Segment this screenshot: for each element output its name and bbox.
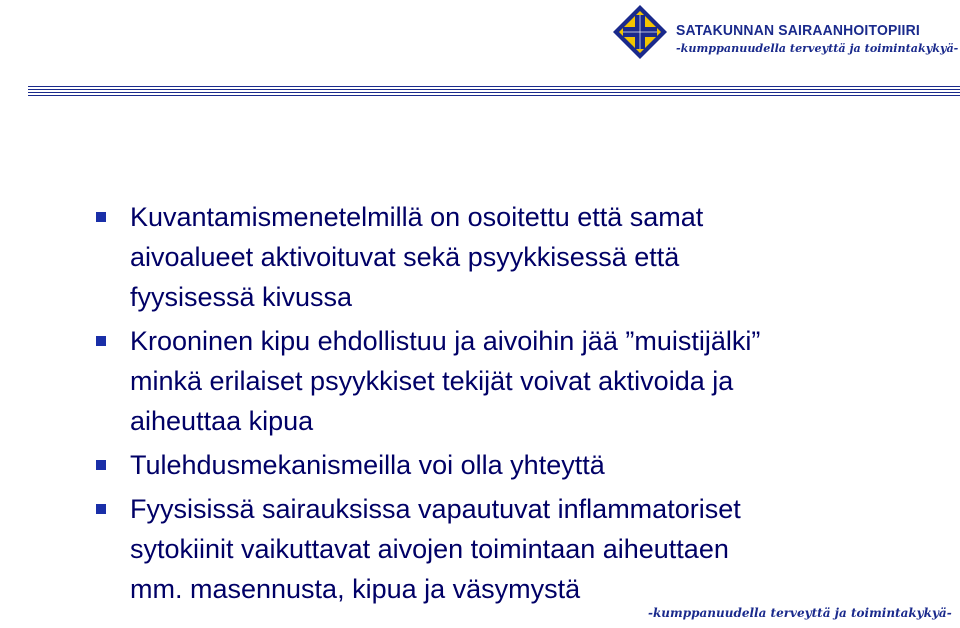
bullet-item [96,445,926,485]
bullet-item [96,489,926,609]
square-bullet-icon [96,336,106,346]
bullet-item [96,197,926,317]
square-bullet-icon [96,460,106,470]
organization-name: SATAKUNNAN SAIRAANHOITOPIIRI [676,22,920,39]
bullet-line: Tulehdusmekanismeilla voi olla yhteyttä [130,450,605,480]
square-bullet-icon [96,212,106,222]
bullet-line: aiheuttaa kipua [130,406,314,436]
bullet-line: Kuvantamismenetelmillä on osoitettu että samat [130,202,704,232]
square-bullet-icon [96,504,106,514]
cross-diamond-logo-icon [612,4,668,60]
bullet-line: mm. masennusta, kipua ja väsymystä [130,574,581,604]
footer-tagline: -kumppanuudella terveyttä ja toimintakykyä- [648,605,952,620]
bullet-line: sytokiinit vaikuttavat aivojen toimintaan aiheuttaen [130,534,729,564]
slide-header [0,0,960,110]
bullet-list [96,197,926,613]
header-tagline: -kumppanuudella terveyttä ja toimintakykyä- [676,41,959,55]
bullet-item [96,321,926,441]
bullet-line: Krooninen kipu ehdollistuu ja aivoihin jää ”muistijälki” [130,326,761,356]
bullet-line: aivoalueet aktivoituvat sekä psyykkisessä että [130,242,680,272]
header-divider [28,86,960,100]
bullet-line: minkä erilaiset psyykkiset tekijät voivat aktivoida ja [130,366,734,396]
bullet-line: Fyysisissä sairauksissa vapautuvat inflammatoriset [130,494,741,524]
bullet-line: fyysisessä kivussa [130,282,353,312]
